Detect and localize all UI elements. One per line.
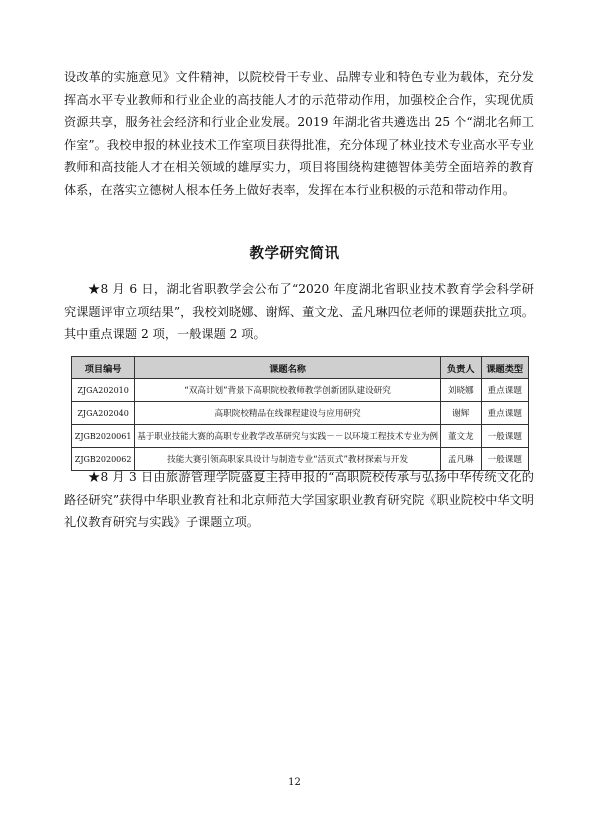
cell-type: 一般课题	[481, 425, 529, 448]
table-row	[72, 379, 529, 402]
header-name: 课题名称	[135, 357, 441, 379]
table-row	[72, 425, 529, 448]
news-item-2: ★8 月 3 日由旅游管理学院盛夏主持申报的“高职院校传承与弘扬中华传统文化的路径研究”获得中华职业教育社和北京师范大学国家职业教育研究院《职业院校中华文明礼仪教育研究与实践》子课题立项。	[64, 470, 534, 530]
header-type: 课题类型	[481, 357, 529, 379]
cell-name: 高职院校精品在线课程建设与应用研究	[135, 402, 441, 425]
cell-code: ZJGB2020062	[72, 448, 135, 471]
cell-type: 重点课题	[481, 402, 529, 425]
cell-name: 技能大赛引领高职家具设计与制造专业“活页式”教材探索与开发	[135, 448, 441, 471]
header-code: 项目编号	[72, 357, 135, 379]
cell-name: “双高计划”背景下高职院校教师教学创新团队建设研究	[135, 379, 441, 402]
table-row	[72, 402, 529, 425]
cell-leader: 谢辉	[441, 402, 482, 425]
section-title: 教学研究简讯	[249, 246, 340, 262]
cell-leader: 刘晓娜	[441, 379, 482, 402]
cell-type: 一般课题	[481, 448, 529, 471]
intro-paragraph: 设改革的实施意见》文件精神，以院校骨干专业、品牌专业和特色专业为载体，充分发挥高水平专业教师和行业企业的高技能人才的示范带动作用，加强校企合作，实现优质资源共享，服务社会经济和行业企业发展。2019 年湖北省共遴选出 25 个“湖北名师工作室”。我校申报的林业技术工作室项目获得批准，充分体现了林业技术专业高水平专业教师和高技能人才在相关领域的雄厚实力，项目将围绕构建德智体美劳全面培养的教育体系，在落实立德树人根本任务上做好表率，发挥在本行业积极的示范和带动作用。	[64, 70, 534, 197]
page-number: 12	[288, 777, 301, 788]
table-header-row	[72, 357, 529, 379]
cell-leader: 董文龙	[441, 425, 482, 448]
cell-leader: 孟凡琳	[441, 448, 482, 471]
news-item-1: ★8 月 6 日，湖北省职教学会公布了“2020 年度湖北省职业技术教育学会科学研究课题评审立项结果”，我校刘晓娜、谢辉、董文龙、孟凡琳四位老师的课题获批立项。其中重点课题 2 项，一般课题 2 项。	[64, 282, 534, 342]
projects-table	[71, 356, 529, 471]
cell-code: ZJGA202040	[72, 402, 135, 425]
cell-type: 重点课题	[481, 379, 529, 402]
cell-name: 基于职业技能大赛的高职专业教学改革研究与实践－－以环境工程技术专业为例	[135, 425, 441, 448]
cell-code: ZJGB2020061	[72, 425, 135, 448]
cell-code: ZJGA202010	[72, 379, 135, 402]
header-leader: 负责人	[441, 357, 482, 379]
